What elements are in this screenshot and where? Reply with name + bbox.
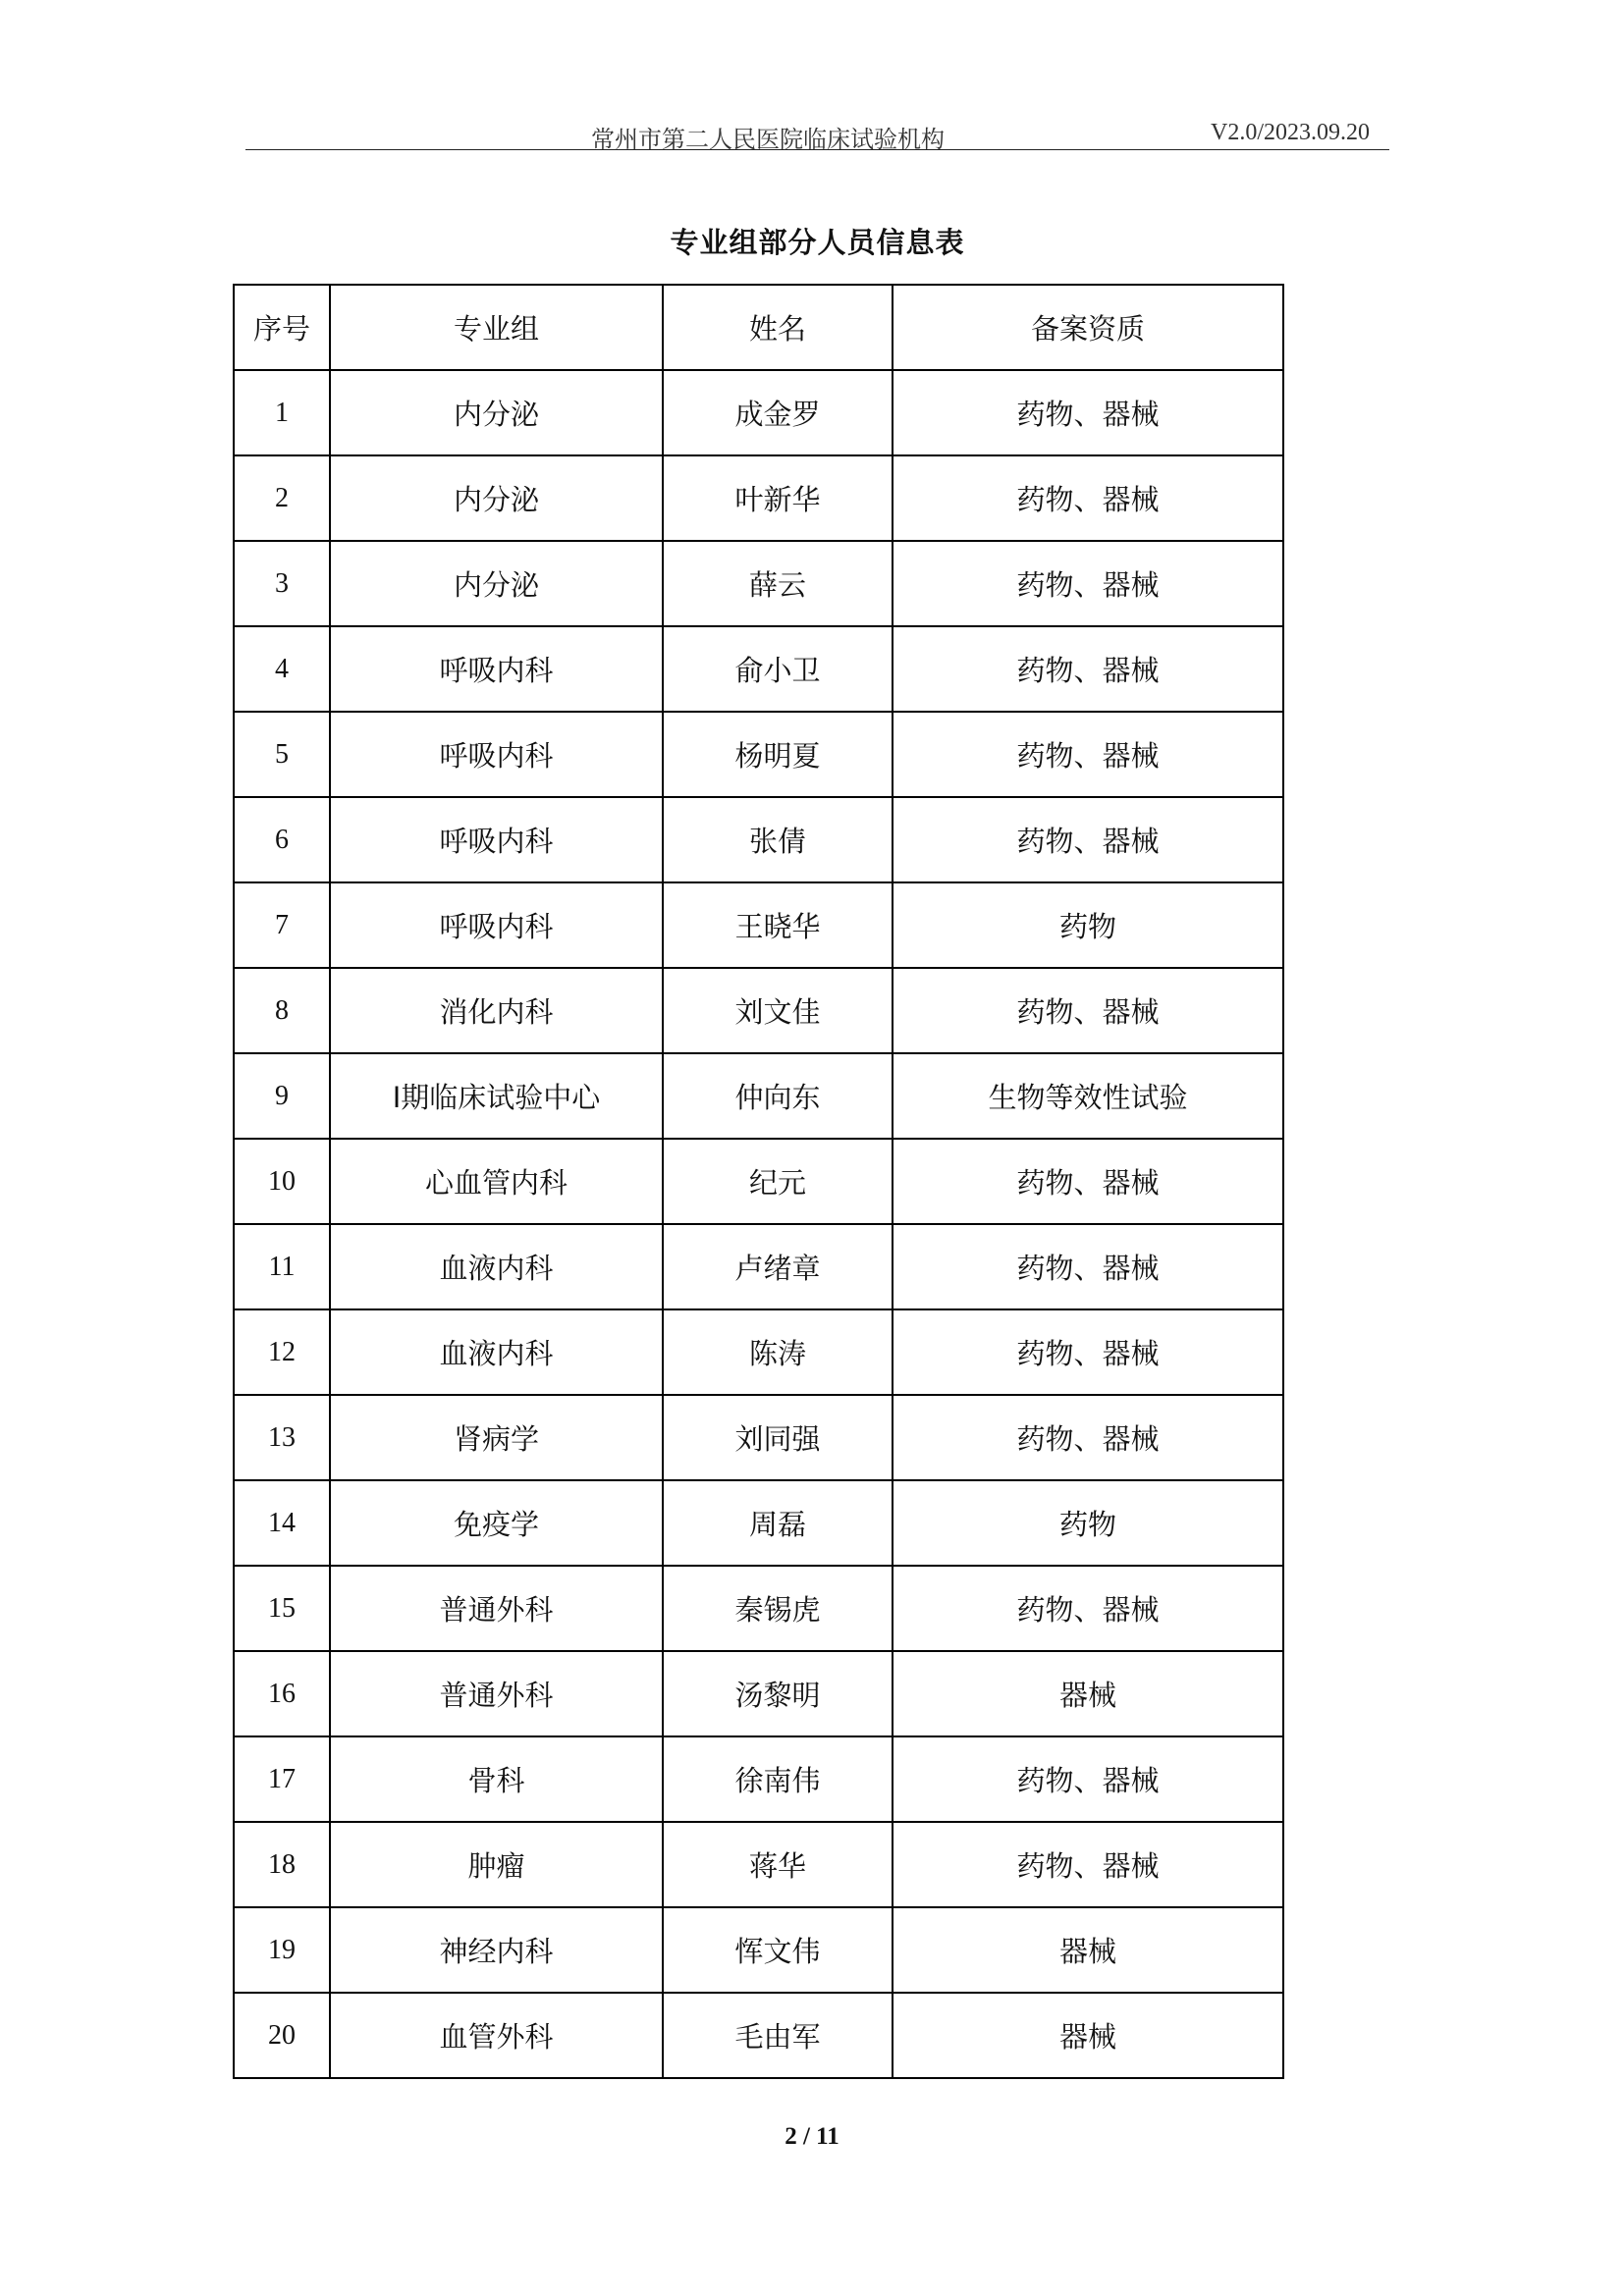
table-row	[234, 1053, 1283, 1139]
cell-group: 呼吸内科	[330, 712, 663, 797]
cell-qualification: 器械	[893, 1907, 1283, 1993]
cell-name: 卢绪章	[663, 1224, 893, 1309]
cell-group: 内分泌	[330, 370, 663, 455]
cell-qualification: 药物	[893, 1480, 1283, 1566]
cell-group: 血液内科	[330, 1309, 663, 1395]
table-row	[234, 1309, 1283, 1395]
cell-index: 16	[234, 1651, 330, 1736]
table-row	[234, 882, 1283, 968]
table-row	[234, 1822, 1283, 1907]
table-row	[234, 626, 1283, 712]
cell-qualification: 药物	[893, 882, 1283, 968]
cell-index: 4	[234, 626, 330, 712]
cell-index: 18	[234, 1822, 330, 1907]
cell-qualification: 药物、器械	[893, 1139, 1283, 1224]
table-row	[234, 1907, 1283, 1993]
cell-group: 普通外科	[330, 1566, 663, 1651]
cell-qualification: 药物、器械	[893, 1566, 1283, 1651]
cell-name: 俞小卫	[663, 626, 893, 712]
cell-name: 成金罗	[663, 370, 893, 455]
cell-name: 汤黎明	[663, 1651, 893, 1736]
cell-index: 20	[234, 1993, 330, 2078]
table-row	[234, 1736, 1283, 1822]
table-header-row	[234, 285, 1283, 370]
cell-qualification: 药物、器械	[893, 797, 1283, 882]
page-number: 2 / 11	[785, 2123, 839, 2150]
document-title: 专业组部分人员信息表	[670, 226, 965, 259]
cell-index: 12	[234, 1309, 330, 1395]
cell-index: 15	[234, 1566, 330, 1651]
cell-qualification: 药物、器械	[893, 370, 1283, 455]
table-row	[234, 712, 1283, 797]
cell-name: 张倩	[663, 797, 893, 882]
column-header-index: 序号	[234, 285, 330, 370]
cell-group: I期临床试验中心	[330, 1053, 663, 1139]
cell-qualification: 器械	[893, 1651, 1283, 1736]
header-organization: 常州市第二人民医院临床试验机构	[591, 126, 945, 153]
cell-name: 毛由军	[663, 1993, 893, 2078]
cell-index: 5	[234, 712, 330, 797]
cell-qualification: 生物等效性试验	[893, 1053, 1283, 1139]
cell-group: 免疫学	[330, 1480, 663, 1566]
cell-name: 秦锡虎	[663, 1566, 893, 1651]
table-row	[234, 1139, 1283, 1224]
cell-index: 10	[234, 1139, 330, 1224]
table-row	[234, 1993, 1283, 2078]
cell-group: 心血管内科	[330, 1139, 663, 1224]
table-row	[234, 1480, 1283, 1566]
header-version: V2.0/2023.09.20	[1211, 120, 1370, 145]
cell-qualification: 药物、器械	[893, 1395, 1283, 1480]
cell-qualification: 药物、器械	[893, 1309, 1283, 1395]
cell-group: 肿瘤	[330, 1822, 663, 1907]
table-row	[234, 1566, 1283, 1651]
cell-index: 1	[234, 370, 330, 455]
cell-index: 9	[234, 1053, 330, 1139]
cell-group: 血管外科	[330, 1993, 663, 2078]
cell-group: 内分泌	[330, 455, 663, 541]
cell-group: 消化内科	[330, 968, 663, 1053]
cell-name: 薛云	[663, 541, 893, 626]
cell-qualification: 药物、器械	[893, 1736, 1283, 1822]
table-row	[234, 1395, 1283, 1480]
table-body	[234, 370, 1283, 2078]
cell-name: 周磊	[663, 1480, 893, 1566]
page-header	[245, 116, 1389, 153]
cell-name: 徐南伟	[663, 1736, 893, 1822]
cell-name: 仲向东	[663, 1053, 893, 1139]
cell-qualification: 药物、器械	[893, 712, 1283, 797]
cell-index: 17	[234, 1736, 330, 1822]
column-header-name: 姓名	[663, 285, 893, 370]
table-row	[234, 370, 1283, 455]
cell-group: 呼吸内科	[330, 797, 663, 882]
table-row	[234, 1651, 1283, 1736]
cell-qualification: 药物、器械	[893, 541, 1283, 626]
cell-name: 陈涛	[663, 1309, 893, 1395]
table-row	[234, 968, 1283, 1053]
cell-name: 纪元	[663, 1139, 893, 1224]
cell-qualification: 药物、器械	[893, 968, 1283, 1053]
cell-group: 神经内科	[330, 1907, 663, 1993]
cell-name: 刘文佳	[663, 968, 893, 1053]
cell-index: 13	[234, 1395, 330, 1480]
cell-group: 呼吸内科	[330, 626, 663, 712]
cell-qualification: 药物、器械	[893, 455, 1283, 541]
cell-name: 刘同强	[663, 1395, 893, 1480]
cell-name: 恽文伟	[663, 1907, 893, 1993]
cell-index: 11	[234, 1224, 330, 1309]
cell-name: 叶新华	[663, 455, 893, 541]
table-row	[234, 1224, 1283, 1309]
cell-index: 14	[234, 1480, 330, 1566]
cell-name: 王晓华	[663, 882, 893, 968]
column-header-qualification: 备案资质	[893, 285, 1283, 370]
cell-qualification: 器械	[893, 1993, 1283, 2078]
cell-qualification: 药物、器械	[893, 1822, 1283, 1907]
cell-index: 2	[234, 455, 330, 541]
table-row	[234, 541, 1283, 626]
table-row	[234, 797, 1283, 882]
cell-group: 普通外科	[330, 1651, 663, 1736]
cell-group: 肾病学	[330, 1395, 663, 1480]
cell-index: 3	[234, 541, 330, 626]
column-header-group: 专业组	[330, 285, 663, 370]
cell-name: 蒋华	[663, 1822, 893, 1907]
cell-name: 杨明夏	[663, 712, 893, 797]
cell-group: 骨科	[330, 1736, 663, 1822]
cell-qualification: 药物、器械	[893, 626, 1283, 712]
staff-table	[233, 284, 1284, 2079]
cell-index: 19	[234, 1907, 330, 1993]
cell-index: 6	[234, 797, 330, 882]
cell-index: 7	[234, 882, 330, 968]
cell-group: 血液内科	[330, 1224, 663, 1309]
cell-group: 内分泌	[330, 541, 663, 626]
cell-qualification: 药物、器械	[893, 1224, 1283, 1309]
cell-group: 呼吸内科	[330, 882, 663, 968]
table-row	[234, 455, 1283, 541]
cell-index: 8	[234, 968, 330, 1053]
